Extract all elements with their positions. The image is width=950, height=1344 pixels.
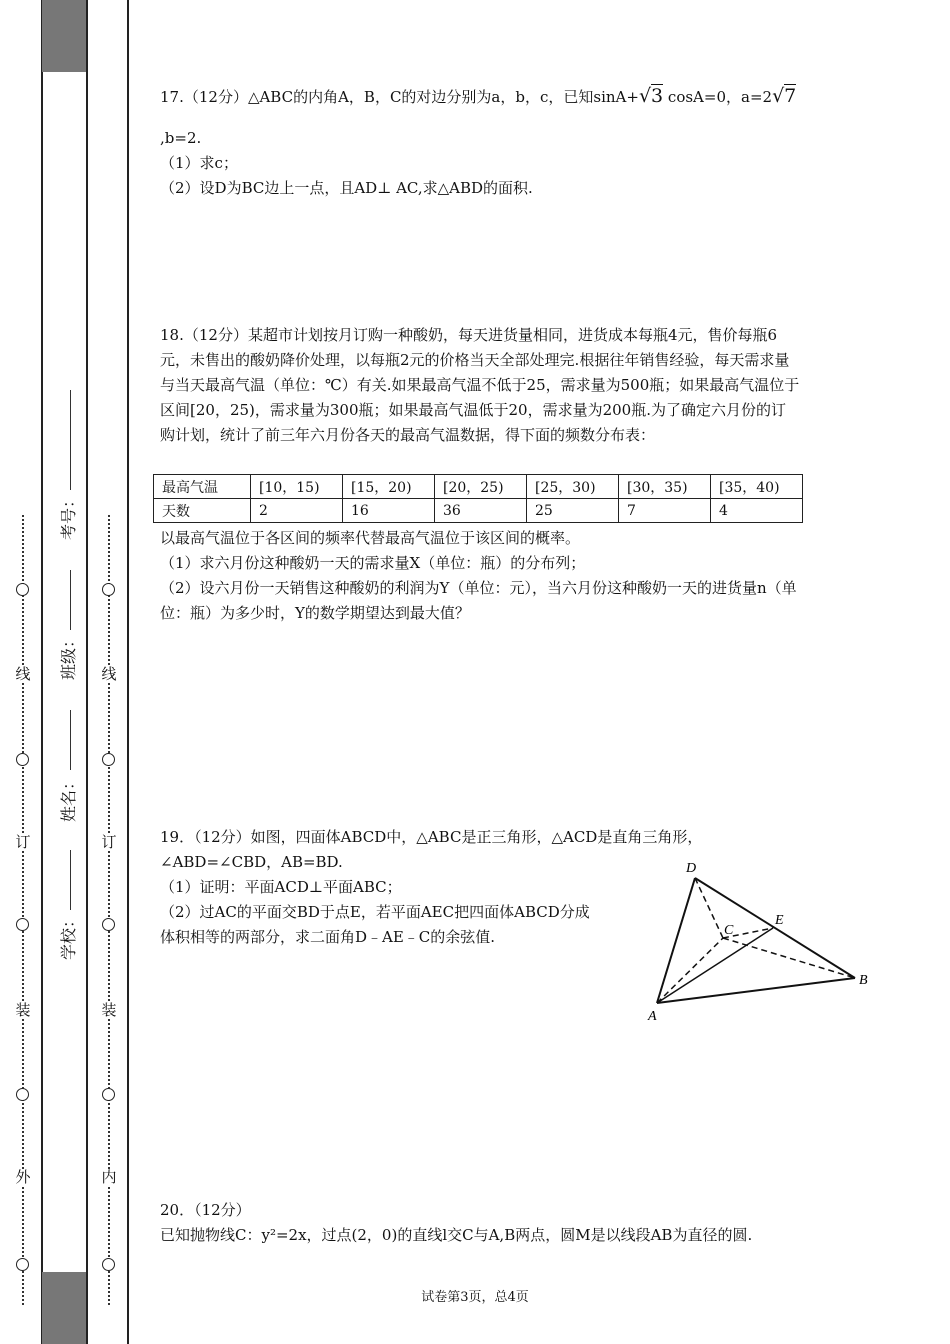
- table-header-cell: 最高气温: [154, 475, 251, 499]
- seal-circle: [16, 1088, 29, 1101]
- table-header-cell: [15，20): [343, 475, 435, 499]
- sqrt-3-radicand: 3: [651, 85, 664, 107]
- seal-circle: [16, 583, 29, 596]
- q18-part2: （2）设六月份一天销售这种酸奶的利润为Y（单位：元），当六月份这种酸奶一天的进货量n（单位：瓶）为多少时，Y的数学期望达到最大值？: [160, 579, 797, 622]
- table-row: [154, 499, 803, 523]
- table-header-cell: [30，35): [619, 475, 711, 499]
- seal-char-outer-zhuang: 装: [11, 1003, 35, 1018]
- edge-DA: [657, 878, 695, 1003]
- table-cell: 7: [619, 499, 711, 523]
- seal-char-outer-xian: 线: [11, 667, 35, 682]
- class-field[interactable]: [70, 570, 71, 630]
- q18-part1: （1）求六月份这种酸奶一天的需求量X（单位：瓶）的分布列；: [160, 554, 586, 572]
- seal-circle: [102, 1258, 115, 1271]
- table-cell: 16: [343, 499, 435, 523]
- sqrt-3: √3: [638, 85, 664, 107]
- class-label: 班级：: [59, 631, 78, 680]
- table-cell: 4: [711, 499, 803, 523]
- seal-dotted-line-outer: [22, 515, 24, 1305]
- q19-part1: （1）证明：平面ACD⊥平面ABC；: [160, 878, 402, 896]
- seal-char-inner-zhuang: 装: [97, 1003, 121, 1018]
- q20-line2: 已知抛物线C：y²=2x，过点(2，0)的直线l交C与A,B两点，圆M是以线段AB为直径的圆.: [160, 1226, 753, 1244]
- vertex-label-C: C: [724, 923, 734, 938]
- edge-CB: [723, 938, 855, 978]
- table-header-cell: [35，40): [711, 475, 803, 499]
- q18-after-table: 以最高气温位于各区间的频率代替最高气温位于该区间的概率。: [160, 529, 581, 547]
- q20-line1: 20．（12分）: [160, 1201, 251, 1219]
- margin-band-top: [42, 0, 86, 72]
- table-row: [154, 475, 803, 499]
- table-cell: 天数: [154, 499, 251, 523]
- q17-part2-b: AC,求△ABD的面积.: [391, 179, 533, 197]
- q17-line1: [160, 84, 796, 110]
- number-label: 考号：: [59, 491, 78, 540]
- q19-line2: ∠ABD=∠CBD，AB=BD.: [160, 853, 343, 871]
- q17-part2-a: （2）设D为BC边上一点，且AD: [160, 179, 378, 197]
- number-field[interactable]: [70, 390, 71, 490]
- table-cell: 2: [251, 499, 343, 523]
- school-field[interactable]: [70, 850, 71, 910]
- name-label: 姓名：: [59, 773, 78, 822]
- vertex-label-E: E: [775, 913, 784, 928]
- margin-line-left: [41, 0, 43, 1344]
- tetrahedron-figure: [640, 850, 880, 1030]
- table-cell: 25: [527, 499, 619, 523]
- q19-line1: 19．（12分）如图，四面体ABCD中，△ABC是正三角形，△ACD是直角三角形，: [160, 828, 703, 846]
- table-header-cell: [25，30): [527, 475, 619, 499]
- margin-band-bottom: [42, 1272, 86, 1344]
- q18-paragraph: 18.（12分）某超市计划按月订购一种酸奶，每天进货量相同，进货成本每瓶4元，售价每瓶6元，未售出的酸奶降价处理，以每瓶2元的价格当天全部处理完.根据往年销售经验，每天需求量与当天最高气温（单位：℃）有关.如果最高气温不低于25，需求量为500瓶；如果最高气温位于区间[20，25)，需求量为300瓶；如果最高气温低于20，需求量为200瓶.为了确定六月份的订购计划，统计了前三年六月份各天的最高气温数据，得下面的频数分布表：: [160, 326, 800, 444]
- edge-AE: [657, 928, 773, 1003]
- seal-circle: [102, 1088, 115, 1101]
- q19-part2a: （2）过AC的平面交BD于点E，若平面AEC把四面体ABCD分成: [160, 903, 590, 921]
- margin-line-right: [127, 0, 129, 1344]
- perp-symbol: ⊥: [377, 179, 392, 197]
- vertex-label-A: A: [648, 1009, 657, 1024]
- seal-char-inner-ding: 订: [97, 835, 121, 850]
- q17-line2: ,b=2.: [160, 129, 202, 147]
- seal-char-outer-wai: 外: [11, 1170, 35, 1185]
- table-cell: 36: [435, 499, 527, 523]
- q19-part2b: 体积相等的两部分，求二面角D﹣AE﹣C的余弦值.: [160, 928, 496, 946]
- vertex-label-D: D: [686, 861, 697, 876]
- school-label: 学校：: [59, 911, 78, 960]
- q17-text-b: cosA=0，a=2: [667, 88, 773, 106]
- q17-text-a: 17.（12分）△ABC的内角A，B，C的对边分别为a，b，c，已知sinA+: [160, 88, 639, 106]
- seal-circle: [16, 918, 29, 931]
- name-field[interactable]: [70, 710, 71, 770]
- q17-part2: [160, 176, 533, 201]
- vertex-label-B: B: [859, 973, 868, 988]
- seal-circle: [16, 753, 29, 766]
- seal-circle: [102, 753, 115, 766]
- sqrt-7-radicand: 7: [784, 85, 797, 107]
- edge-AB: [657, 978, 855, 1003]
- seal-char-inner-nei: 内: [97, 1170, 121, 1185]
- seal-char-inner-xian: 线: [97, 667, 121, 682]
- seal-circle: [102, 583, 115, 596]
- sqrt-7: √7: [772, 85, 797, 107]
- seal-circle: [16, 1258, 29, 1271]
- seal-dotted-line-inner: [108, 515, 110, 1305]
- q17-part1: （1）求c；: [160, 154, 238, 172]
- seal-char-outer-ding: 订: [11, 835, 35, 850]
- page-footer: 试卷第3页，总4页: [421, 1290, 529, 1305]
- table-header-cell: [10，15): [251, 475, 343, 499]
- margin-line-mid: [86, 0, 88, 1344]
- frequency-table: [153, 474, 803, 523]
- table-header-cell: [20，25): [435, 475, 527, 499]
- seal-circle: [102, 918, 115, 931]
